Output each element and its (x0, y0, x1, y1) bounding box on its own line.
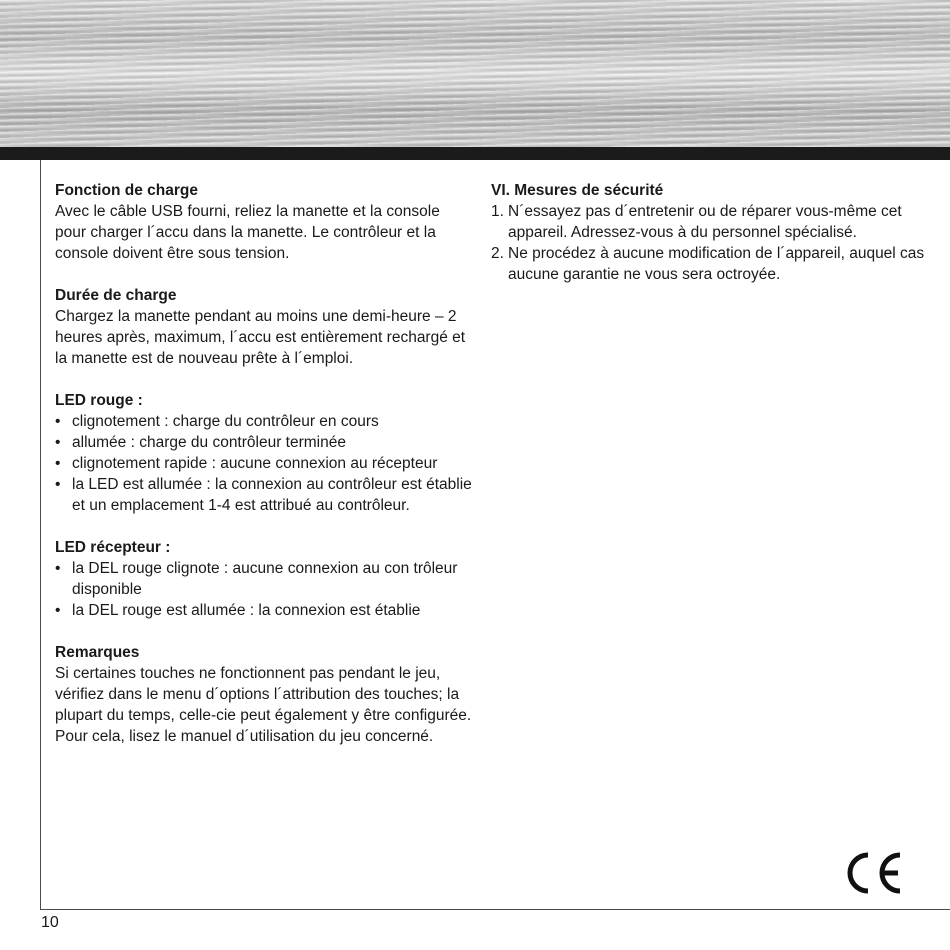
bullet-icon: • (55, 476, 61, 493)
list-led-red (55, 411, 475, 516)
list-led-receiver (55, 558, 475, 621)
bullet-icon: • (55, 434, 61, 451)
list-item: • la LED est allumée : la connexion au contrôleur est établie et un emplacement 1-4 est attribué au contrôleur. (55, 476, 472, 514)
list-item: • clignotement rapide : aucune connexion au récepteur (55, 455, 438, 472)
section-led-receiver (55, 537, 475, 621)
left-column (55, 180, 475, 768)
heading-remarks: Remarques (55, 644, 140, 661)
list-item: 1. N´essayez pas d´entretenir ou de réparer vous-même cet appareil. Adressez-vous à du personnel spécialisé. (491, 203, 902, 241)
list-item: • la DEL rouge clignote : aucune connexion au con trôleur disponible (55, 560, 458, 598)
section-remarks (55, 642, 475, 747)
page-number: 10 (41, 914, 59, 931)
list-item: • la DEL rouge est allumée : la connexion est établie (55, 602, 421, 619)
section-charge-duration (55, 285, 475, 369)
heading-safety: VI. Mesures de sécurité (491, 182, 664, 199)
text-charge-duration: Chargez la manette pendant au moins une demi-heure – 2 heures après, maximum, l´accu est entièrement rechargé et la manette est de nouveau prête à l´emploi. (55, 308, 466, 367)
bullet-icon: • (55, 413, 61, 430)
frame-left-line (40, 160, 41, 910)
text-remarks: Si certaines touches ne fonctionnent pas pendant le jeu, vérifiez dans le menu d´options l´attribution des touches; la plupart du temps, celle-cie peut également y être configurée. Pour cela, lisez le manuel d´utilisation du jeu concerné. (55, 665, 472, 745)
brushed-metal-banner (0, 0, 950, 147)
right-column (491, 180, 931, 306)
heading-led-receiver: LED récepteur : (55, 539, 171, 556)
header-divider-bar (0, 147, 950, 160)
list-item: 2. Ne procédez à aucune modification de l´appareil, auquel cas aucune garantie ne vous sera octroyée. (491, 245, 925, 283)
section-safety (491, 180, 931, 285)
bullet-icon: • (55, 455, 61, 472)
frame-bottom-line (40, 909, 950, 910)
text-charge-function: Avec le câble USB fourni, reliez la manette et la console pour charger l´accu dans la manette. Le contrôleur et la console doivent être sous tension. (55, 203, 440, 262)
bullet-icon: • (55, 560, 61, 577)
section-led-red (55, 390, 475, 516)
list-item: • allumée : charge du contrôleur terminée (55, 434, 346, 451)
list-safety (491, 201, 931, 285)
bullet-icon: • (55, 602, 61, 619)
heading-led-red: LED rouge : (55, 392, 143, 409)
list-item: • clignotement : charge du contrôleur en cours (55, 413, 379, 430)
ce-mark-icon (842, 851, 904, 895)
section-charge-function (55, 180, 475, 264)
heading-charge-duration: Durée de charge (55, 287, 177, 304)
heading-charge-function: Fonction de charge (55, 182, 198, 199)
